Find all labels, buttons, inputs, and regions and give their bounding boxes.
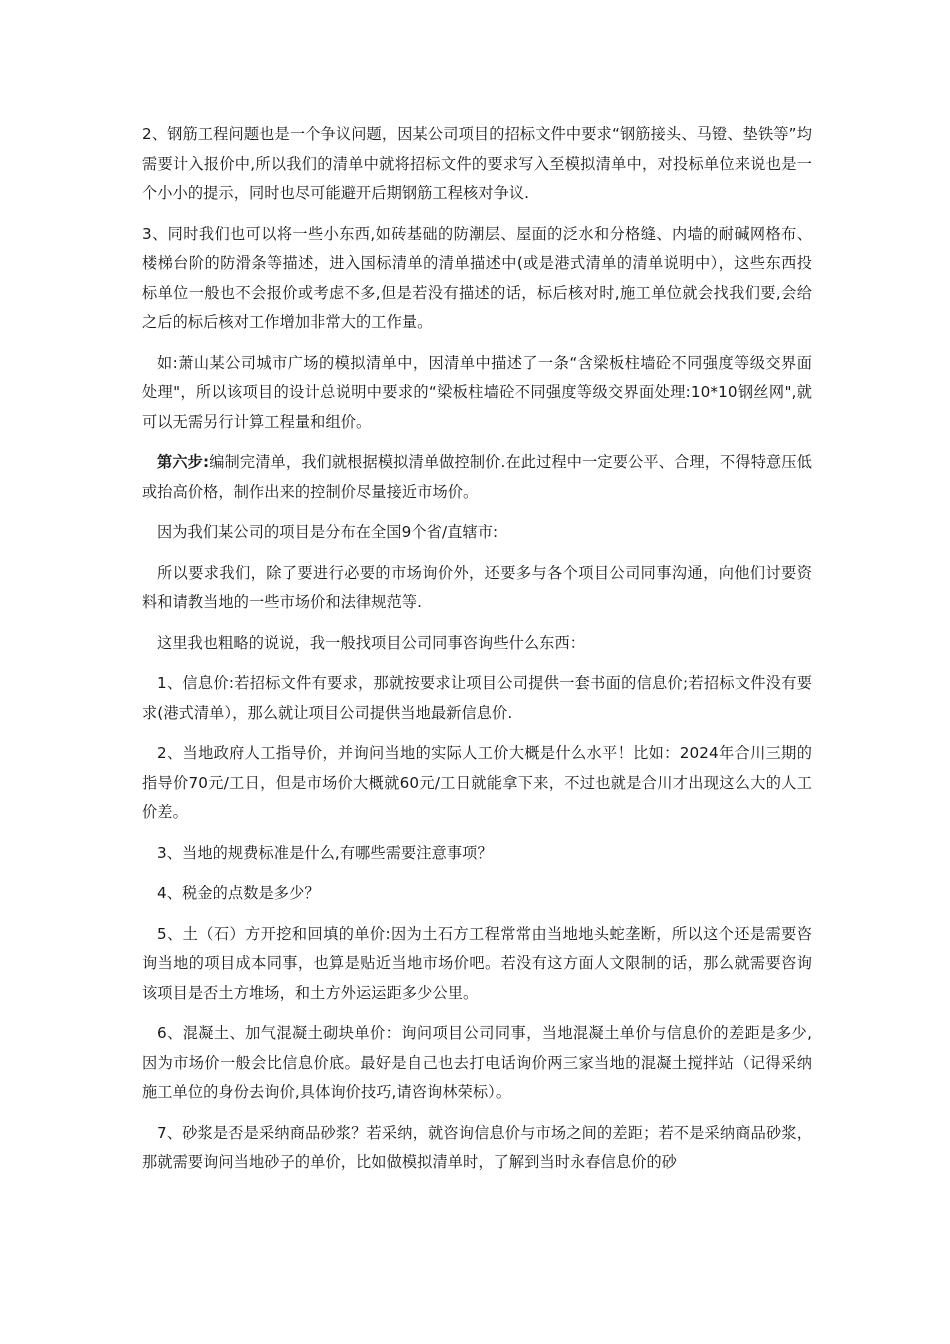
paragraph-step-six	[142, 448, 812, 507]
paragraph-labor-price: 2、当地政府人工指导价，并询问当地的实际人工价大概是什么水平！比如：2024年合川三期的指导价70元/工日，但是市场价大概就60元/工日就能拿下来，不过也就是合川才出现这么大的人工价差。	[142, 744, 812, 821]
paragraph-consult-intro: 这里我也粗略的说说，我一般找项目公司同事咨询些什么东西：	[157, 633, 586, 652]
paragraph-market-inquiry: 所以要求我们，除了要进行必要的市场询价外，还要多与各个项目公司同事沟通，向他们讨要资料和请教当地的一些市场价和法律规范等.	[142, 563, 812, 611]
paragraph-nine-provinces: 因为我们某公司的项目是分布在全国9个省/直辖市:	[157, 523, 499, 541]
paragraph-info-price: 1、信息价:若招标文件有要求，那就按要求让项目公司提供一套书面的信息价;若招标文件没有要求(港式清单），那么就让项目公司提供当地最新信息价.	[142, 674, 812, 722]
document-body	[142, 120, 812, 1189]
paragraph-tax: 4、税金的点数是多少？	[157, 884, 320, 902]
step-six-lead: 第六步:	[157, 453, 210, 471]
paragraph-mortar: 7、砂浆是否是采纳商品砂浆？若采纳，就咨询信息价与市场之间的差距；若不是采纳商品砂浆，那就需要询问当地砂子的单价，比如做模拟清单时，了解到当时永春信息价的砂	[142, 1123, 812, 1171]
step-six-text: 编制完清单，我们就根据模拟清单做控制价.在此过程中一定要公平、合理，不得特意压低或抬高价格，制作出来的控制价尽量接近市场价。	[142, 453, 812, 501]
paragraph-xiaoshan-example: 如:萧山某公司城市广场的模拟清单中，因清单中描述了一条“含梁板柱墙砼不同强度等级交界面处理"，所以该项目的设计总说明中要求的“梁板柱墙砼不同强度等级交界面处理:10*10钢丝网",就可以无需另行计算工程量和组价。	[142, 353, 812, 431]
paragraph-small-items: 3、同时我们也可以将一些小东西,如砖基础的防潮层、屋面的泛水和分格缝、内墙的耐碱网格布、楼梯台阶的防滑条等描述，进入国标清单的清单描述中(或是港式清单的清单说明中），这些东西投标单位一般也不会报价或考虑不多,但是若没有描述的话，标后核对时,施工单位就会找我们要,会给之后的标后核对工作增加非常大的工作量。	[142, 224, 812, 331]
paragraph-concrete: 6、混凝土、加气混凝土砌块单价：询问项目公司同事，当地混凝土单价与信息价的差距是多少,因为市场价一般会比信息价底。最好是自己也去打电话询价两三家当地的混凝土搅拌站（记得采纳施工单位的身份去询价,具体询价技巧,请咨询林荣标）。	[142, 1024, 812, 1101]
paragraph-fees: 3、当地的规费标准是什么,有哪些需要注意事项？	[157, 843, 493, 862]
paragraph-earthwork: 5、土（石）方开挖和回填的单价:因为土石方工程常常由当地地头蛇垄断，所以这个还是需要咨询当地的项目成本同事，也算是贴近当地市场价吧。若没有这方面人文限制的话，那么就需要咨询该项目是否土方堆场，和土方外运运距多少公里。	[142, 924, 812, 1002]
paragraph-rebar-issue: 2、钢筋工程问题也是一个争议问题，因某公司项目的招标文件中要求“钢筋接头、马镫、垫铁等”均需要计入报价中,所以我们的清单中就将招标文件的要求写入至模拟清单中，对投标单位来说也是一个小小的提示，同时也尽可能避开后期钢筋工程核对争议.	[142, 125, 812, 202]
